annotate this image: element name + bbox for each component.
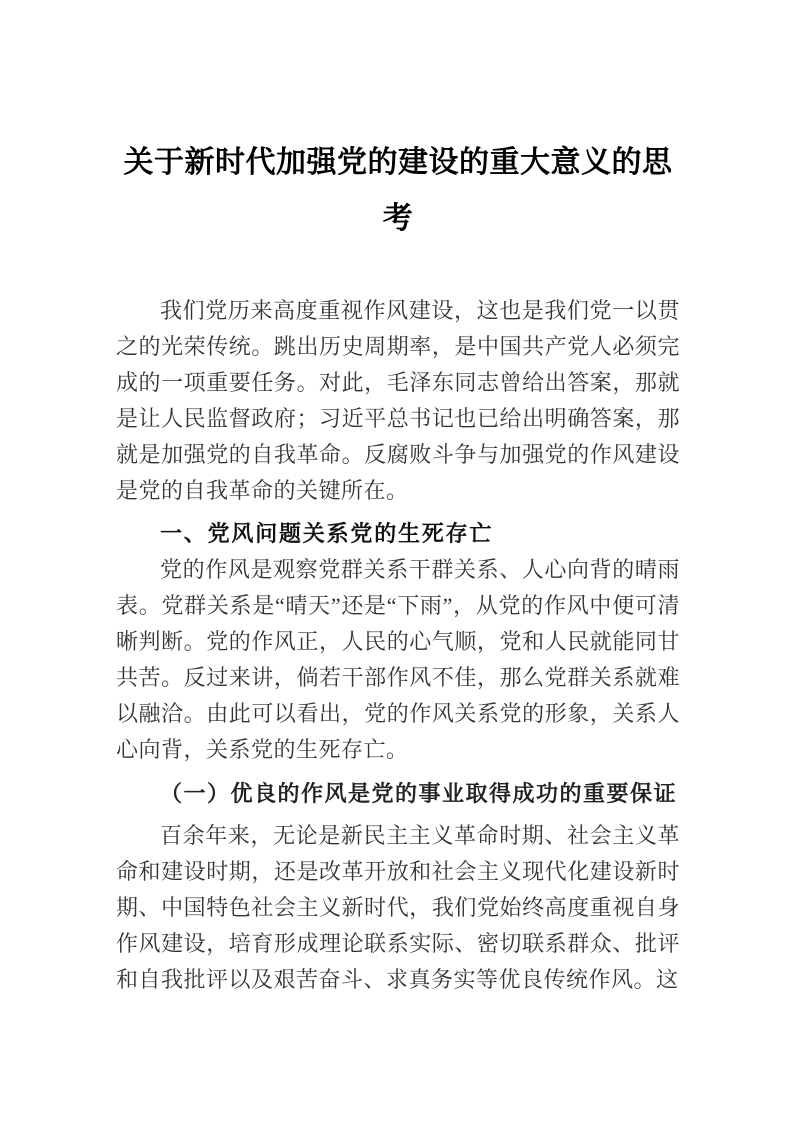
paragraph-section-1: 党的作风是观察党群关系干群关系、人心向背的晴雨表。党群关系是“晴天”还是“下雨”，从党的作风中便可清晰判断。党的作风正，人民的心气顺，党和人民就能同甘共苦。反过来讲，倘若干部作风不佳，那么党群关系就难以融洽。由此可以看出，党的作风关系党的形象，关系人心向背，关系党的生死存亡。 <box>116 557 680 762</box>
subsection-heading-1-1: （一）优良的作风是党的事业取得成功的重要保证 <box>160 781 678 806</box>
document-title: 关于新时代加强党的建设的重大意义的思考 <box>123 146 673 235</box>
paragraph-intro: 我们党历来高度重视作风建设，这也是我们党一以贯之的光荣传统。跳出历史周期率，是中国共产党人必须完成的一项重要任务。对此，毛泽东同志曾给出答案，那就是让人民监督政府；习近平总书记也已给出明确答案，那就是加强党的自我革命。反腐败斗争与加强党的作风建设是党的自我革命的关键所在。 <box>116 298 680 503</box>
paragraph-subsection-1-1: 百余年来，无论是新民主主义革命时期、社会主义革命和建设时期，还是改革开放和社会主义现代化建设新时期、中国特色社会主义新时代，我们党始终高度重视自身作风建设，培育形成理论联系实际、密切联系群众、批评和自我批评以及艰苦奋斗、求真务实等优良传统作风。这 <box>116 823 680 992</box>
section-heading-1: 一、党风问题关系党的生死存亡 <box>160 521 494 546</box>
